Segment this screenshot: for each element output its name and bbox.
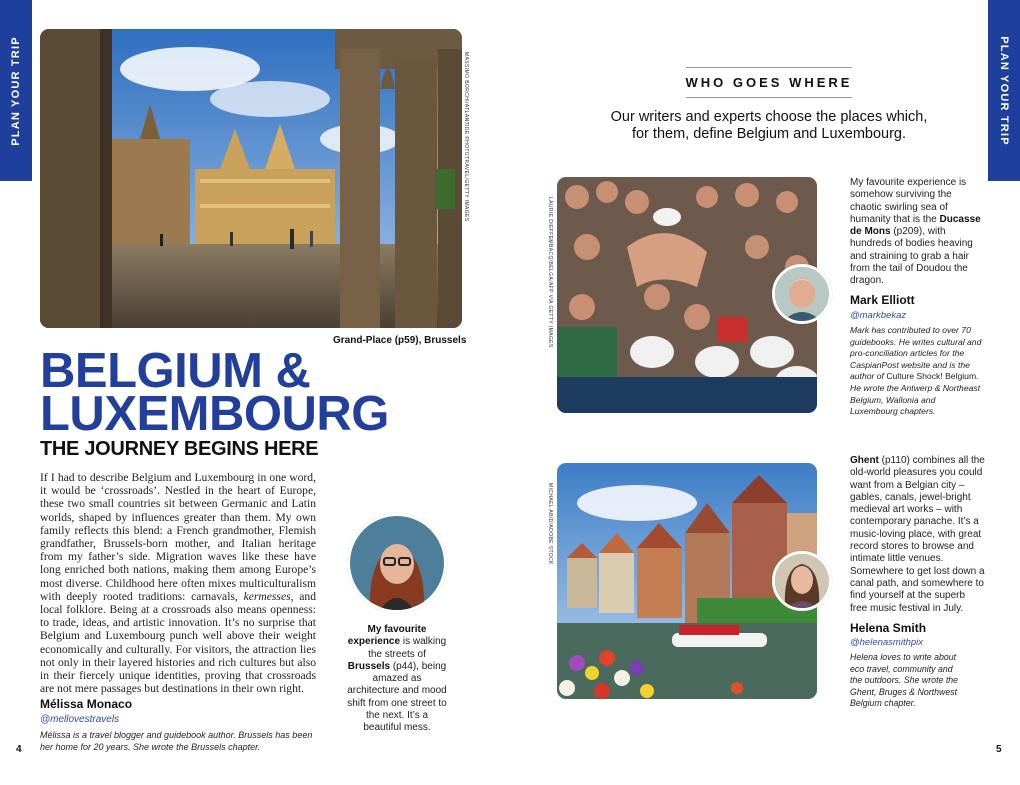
favourite-text-2: (p44), being amazed as architecture and mood shift from one street to the next. It’s a beautiful mess. <box>347 660 447 734</box>
section-tab-left <box>0 0 32 181</box>
favourite-text-1: My favourite experience is somehow surviving the chaotic swirling sea of humanity that is the <box>850 177 967 225</box>
author-avatar <box>347 513 447 613</box>
intro-part-2: , and local folklore. Being at a crossroads also means openness: to trade, ideas, and artistic innovation. It’s no surprise that Belgium and Luxembourg punch well above their weight economically and culturally. For visitors, the attraction lies not only in their layered histories and rich cultures but also in their fiercely unique identities, proving that crossroads are not mere passages but destinations in their own right. <box>40 589 317 696</box>
photo-credit: MASSIMO BORCHI/ATLANTIDE PHOTOTRAVEL/GETTY IMAGES <box>463 52 469 222</box>
photo-caption: Grand-Place (p59), Brussels <box>333 335 467 346</box>
intro-italic: kermesses <box>243 589 291 603</box>
bio-text-2: . He wrote the Antwerp & Northeast Belgium, Wallonia and Luxembourg chapters. <box>850 371 981 417</box>
writer-favourite <box>850 455 985 615</box>
favourite-place: Ducasse de Mons <box>850 213 981 238</box>
favourite-text-2: (p209), with hundreds of bodies heaving and straining to grab a hair from the tail of Doudou the dragon. <box>850 226 973 287</box>
favourite-place: Brussels <box>347 660 391 672</box>
author-favourite <box>347 624 447 735</box>
writer-bio <box>850 325 985 418</box>
favourite-text: (p110) combines all the old-world pleasures you could want from a Belgian city – gables, canals, jewel-bright medieval art works – with contemporary panache. It’s a music-loving place, with great record stores to browse and intimate little venues. Somewhere to get lost down a canal path, and somewhere to find yourself at the superb free music festival in July. <box>850 455 985 614</box>
favourite-place: Ghent <box>850 455 879 466</box>
writer-handle[interactable]: @markbekaz <box>850 310 907 321</box>
author-bio: Mélissa is a travel blogger and guidebook author. Brussels has been her home for 20 years. She wrote the Brussels chapter. <box>40 730 313 752</box>
writer-avatar <box>772 264 832 324</box>
page-subtitle: THE JOURNEY BEGINS HERE <box>40 438 319 460</box>
favourite-lead: My favourite experience <box>347 624 427 648</box>
title-line-1: BELGIUM & <box>40 344 311 398</box>
grand-place-photo <box>40 29 462 328</box>
section-heading: WHO GOES WHERE <box>685 75 853 90</box>
writer-avatar <box>772 551 832 611</box>
heading-rule-top <box>686 67 852 68</box>
writer-handle[interactable]: @helenasmithpix <box>850 637 924 648</box>
section-tab-label: PLAN YOUR TRIP <box>998 35 1010 146</box>
intro-part-1: If I had to describe Belgium and Luxembourg in one word, it would be ‘crossroads’. Nestled in the heart of Europe, these two small countries sit between Germanic and Latin worlds, shaped by influences greater than them. My own family reflects this blend: a French grandmother, Flemish grandfather, Brussels-born mother, and Italian heritage from my father’s side. Migration waves like these have long enriched both nations, making them among Europe’s most diverse. Childhood here often mixes multiculturalism with deeply rooted traditions: carnavals, <box>40 471 316 603</box>
favourite-text-1: is walking the streets of <box>368 636 447 660</box>
intro-text <box>40 471 316 695</box>
section-intro: Our writers and experts choose the places which, for them, define Belgium and Luxembourg. <box>610 109 928 142</box>
page-title <box>40 344 389 441</box>
page-number-right: 5 <box>996 744 1002 755</box>
writer-name: Mark Elliott <box>850 293 915 307</box>
author-handle[interactable]: @mellovestravels <box>40 714 120 725</box>
section-tab-label: PLAN YOUR TRIP <box>10 35 22 146</box>
bio-book-title: Culture Shock! Belgium <box>886 371 977 382</box>
title-line-2: LUXEMBOURG <box>40 387 389 441</box>
writer-name: Helena Smith <box>850 621 927 635</box>
photo-credit: MICHAEL ABID/ADOBE STOCK <box>547 483 553 565</box>
writer-favourite <box>850 177 985 288</box>
photo-credit: LAURIE DIEFFEMBACQ/BELGA/AFP VIA GETTY IMAGES <box>547 197 553 348</box>
heading-rule-bottom <box>686 97 852 98</box>
author-name: Mélissa Monaco <box>40 697 133 711</box>
writer-bio: Helena loves to write about eco travel, community and the outdoors. She wrote the Ghent, Bruges & Northwest Belgium chapter. <box>850 652 959 708</box>
page-number-left: 4 <box>16 744 22 755</box>
bio-text-1: Mark has contributed to over 70 guidebooks. He writes cultural and pro-conciliation articles for the CaspianPost website and is the author of <box>850 325 982 382</box>
section-tab-right <box>988 0 1020 181</box>
